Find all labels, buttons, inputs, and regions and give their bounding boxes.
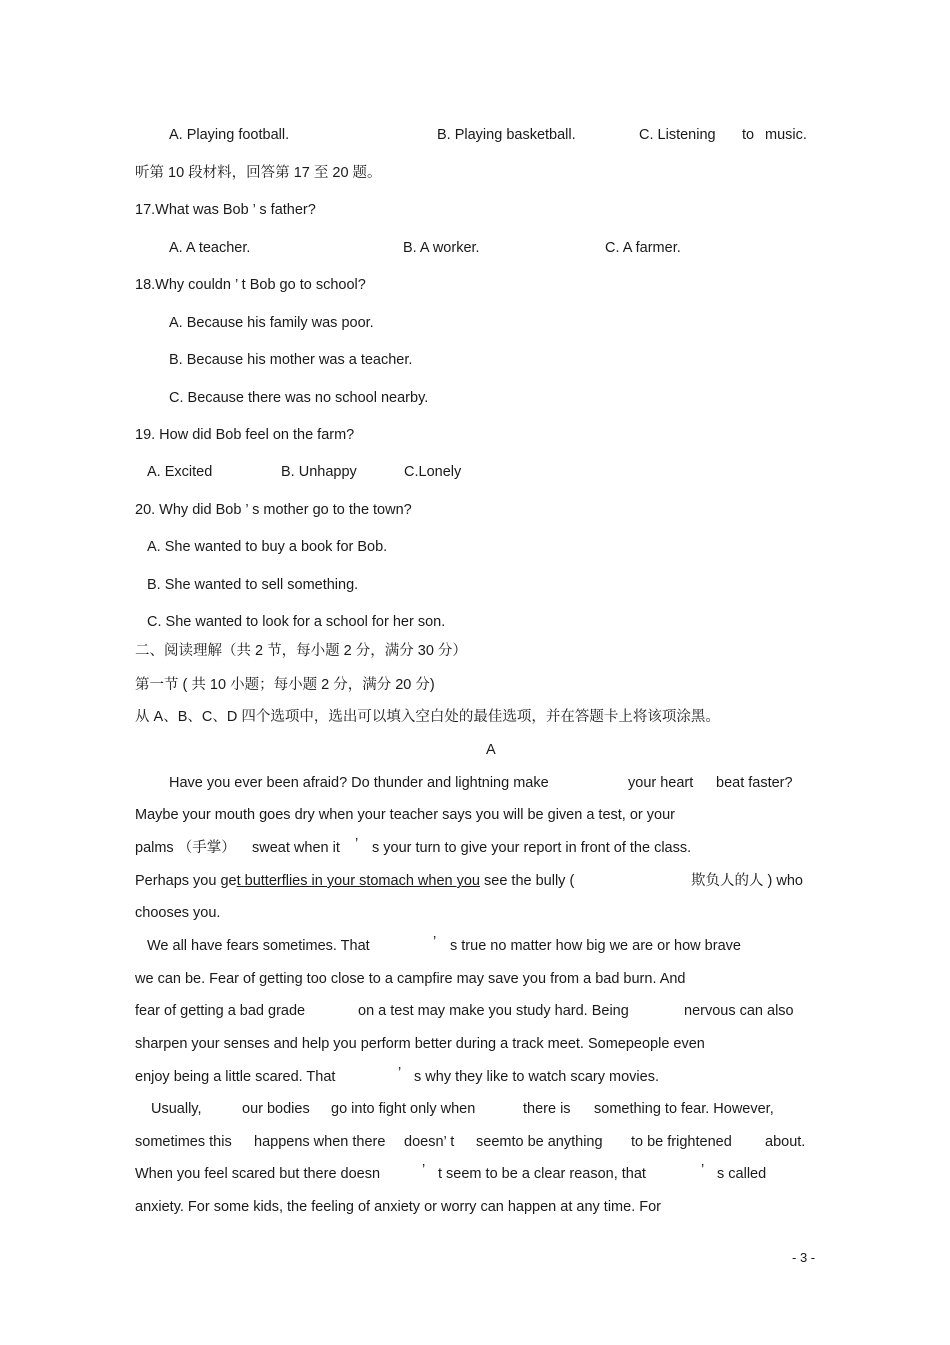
passage-line-4d: 欺负人的人 ) who	[691, 873, 803, 889]
passage-line-10a: enjoy being a little scared. That	[135, 1069, 336, 1085]
part2-heading: 二、阅读理解（共 2 节，每小题 2 分，满分 30 分）	[135, 643, 467, 659]
q20-stem: 20. Why did Bob ’ s mother go to the town?	[135, 502, 412, 518]
passage-line-8b: on a test may make you study hard. Being	[358, 1003, 629, 1019]
passage-line-13b: ’	[422, 1162, 426, 1178]
passage-line-10b: ’	[398, 1065, 402, 1081]
passage-line-4-underlined: t butterflies in your stomach when you	[236, 873, 480, 889]
passage-label: A	[486, 742, 496, 758]
passage-line-14: anxiety. For some kids, the feeling of anxiety or worry can happen at any time. For	[135, 1199, 662, 1215]
passage-line-12f: about.	[765, 1134, 806, 1150]
passage-line-5: chooses you.	[135, 905, 221, 921]
q19-option-a: A. Excited	[147, 464, 213, 480]
q16-option-c-part2: to	[742, 127, 755, 143]
q18-option-b: B. Because his mother was a teacher.	[169, 352, 413, 368]
passage-line-9: sharpen your senses and help you perform better during a track meet. Somepeople even	[135, 1036, 705, 1052]
passage-line-3d: s your turn to give your report in front of the class.	[372, 840, 692, 856]
passage-line-13c: t seem to be a clear reason, that	[438, 1166, 646, 1182]
passage-line-12b: happens when there	[254, 1134, 386, 1150]
q17-option-b: B. A worker.	[403, 240, 480, 256]
passage-line-4c: see the bully (	[479, 873, 575, 889]
passage-line-2: Maybe your mouth goes dry when your teacher says you will be given a test, or your	[135, 807, 675, 823]
q18-option-c: C. Because there was no school nearby.	[169, 390, 429, 406]
passage-line-3a: palms （手掌）	[135, 840, 236, 856]
passage-line-1b: your heart	[628, 775, 694, 791]
passage-line-6b: ’	[433, 934, 437, 950]
q16-option-c-part3: music.	[765, 127, 807, 143]
passage-line-11c: go into fight only when	[331, 1101, 476, 1117]
passage-line-10c: s why they like to watch scary movies.	[414, 1069, 659, 1085]
passage-line-1a: Have you ever been afraid? Do thunder and lightning make	[169, 775, 549, 791]
passage-line-12e: to be frightened	[631, 1134, 732, 1150]
q19-stem: 19. How did Bob feel on the farm?	[135, 427, 355, 443]
passage-line-12a: sometimes this	[135, 1134, 232, 1150]
q18-option-a: A. Because his family was poor.	[169, 315, 374, 331]
passage-line-1c: beat faster?	[716, 775, 793, 791]
passage-line-11e: something to fear. However,	[594, 1101, 774, 1117]
passage-line-7: we can be. Fear of getting too close to a campfire may save you from a bad burn. And	[135, 971, 686, 987]
passage-line-11b: our bodies	[242, 1101, 310, 1117]
q17-option-a: A. A teacher.	[169, 240, 251, 256]
q20-option-c: C. She wanted to look for a school for her son.	[147, 614, 446, 630]
q20-option-b: B. She wanted to sell something.	[147, 577, 359, 593]
q19-option-c: C.Lonely	[404, 464, 462, 480]
q16-option-b: B. Playing basketball.	[437, 127, 576, 143]
passage-line-12c: doesn’ t	[404, 1134, 455, 1150]
q20-option-a: A. She wanted to buy a book for Bob.	[147, 539, 388, 555]
passage-line-11d: there is	[523, 1101, 571, 1117]
part2-instruction: 从 A、B、C、D 四个选项中，选出可以填入空白处的最佳选项，并在答题卡上将该项涂黑。	[135, 709, 720, 725]
passage-line-4	[135, 871, 574, 891]
q18-stem: 18.Why couldn ’ t Bob go to school?	[135, 277, 366, 293]
passage-line-3c: ’	[355, 836, 359, 852]
q17-option-c: C. A farmer.	[605, 240, 681, 256]
passage-line-3b: sweat when it	[252, 840, 340, 856]
q16-option-a: A. Playing football.	[169, 127, 290, 143]
q16-option-c-part1: C. Listening	[639, 127, 716, 143]
passage-line-6c: s true no matter how big we are or how brave	[450, 938, 741, 954]
passage-line-8a: fear of getting a bad grade	[135, 1003, 306, 1019]
section10-instruction: 听第 10 段材料，回答第 17 至 20 题。	[135, 165, 382, 181]
q19-option-b: B. Unhappy	[281, 464, 357, 480]
passage-line-8c: nervous can also	[684, 1003, 794, 1019]
passage-line-11a: Usually,	[151, 1101, 202, 1117]
part2-section1-heading: 第一节 ( 共 10 小题；每小题 2 分，满分 20 分)	[135, 677, 435, 693]
page-number: - 3 -	[792, 1250, 816, 1265]
passage-line-12d: seemto be anything	[476, 1134, 603, 1150]
passage-line-13a: When you feel scared but there doesn	[135, 1166, 381, 1182]
passage-line-13d: ’	[701, 1162, 705, 1178]
q17-stem: 17.What was Bob ’ s father?	[135, 202, 316, 218]
passage-line-6a: We all have fears sometimes. That	[147, 938, 370, 954]
passage-line-13e: s called	[717, 1166, 767, 1182]
passage-line-4a: Perhaps you ge	[135, 873, 237, 889]
